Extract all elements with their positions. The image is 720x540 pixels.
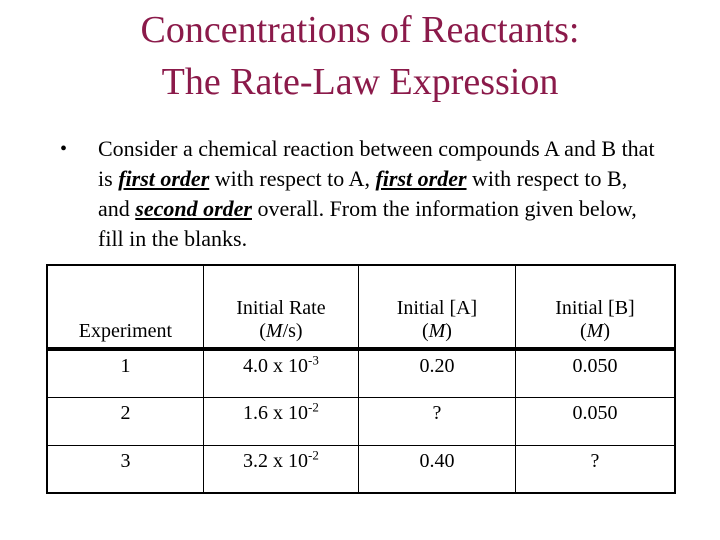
bullet-text-part-3: with respect to B, and [98,166,628,221]
table-row [47,349,675,397]
cell-experiment: 3 [120,449,131,472]
bullet-text [98,134,660,254]
title-line-2: The Rate-Law Expression [161,61,559,103]
bullet-emphasis-first-order-b: first order [375,166,467,191]
title-line-1: Concentrations of Reactants: [140,9,580,51]
table-row [47,397,675,445]
table-header-row [47,265,675,349]
cell-initial-a: 0.40 [358,445,515,493]
header-initial-rate-label: Initial Rate [236,297,326,319]
header-initial-rate [203,265,358,349]
cell-initial-a: ? [358,397,515,445]
header-initial-b-unit: (M) [579,320,610,342]
rate-base: 1.6 x 10 [242,401,308,424]
header-initial-b-label: Initial [B] [555,297,635,319]
bullet-emphasis-first-order-a: first order [118,166,210,191]
rate-exponent: -2 [307,398,319,414]
rate-data-table [46,264,676,494]
header-experiment-label: Experiment [78,320,173,342]
bullet-paragraph [60,134,660,254]
header-initial-a-unit: (M) [421,320,452,342]
cell-experiment: 2 [120,401,131,424]
header-initial-a [358,265,515,349]
bullet-text-part-1: Consider a chemical reaction between compounds A and B that is [98,136,655,191]
rate-base: 3.2 x 10 [242,449,308,472]
rate-base: 4.0 x 10 [242,355,308,377]
rate-exponent: -3 [307,352,319,368]
header-initial-a-label: Initial [A] [396,297,478,319]
cell-initial-a: 0.20 [358,349,515,397]
cell-initial-rate [203,349,358,397]
cell-initial-b: 0.050 [515,397,675,445]
cell-initial-b: 0.050 [515,349,675,397]
bullet-dot-icon: • [60,138,68,160]
rate-exponent: -2 [307,446,319,462]
header-experiment [47,265,203,349]
cell-experiment: 1 [120,355,131,377]
cell-initial-b: ? [515,445,675,493]
bullet-text-part-2: with respect to A, [209,166,376,191]
table-row [47,445,675,493]
cell-initial-rate [203,397,358,445]
slide-title [0,4,720,108]
header-initial-rate-unit: (M/s) [259,320,303,342]
cell-initial-rate [203,445,358,493]
header-initial-b [515,265,675,349]
bullet-emphasis-second-order: second order [135,196,252,221]
bullet-text-part-4: overall. From the information given below, fill in the blanks. [98,196,637,251]
